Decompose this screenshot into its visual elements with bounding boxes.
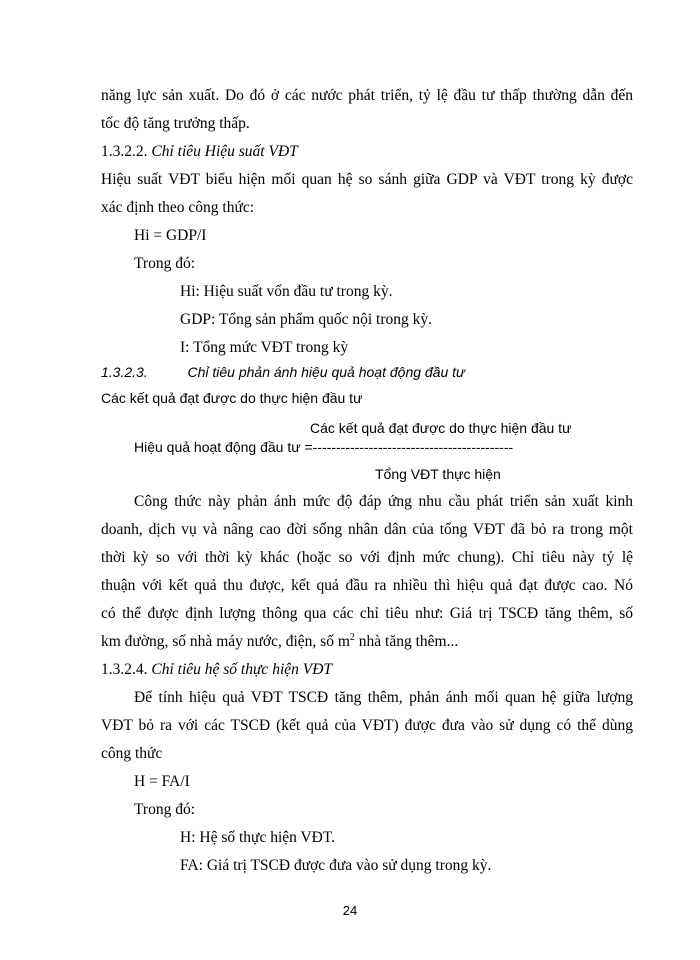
text-line: Hiệu suất VĐT biểu hiện mối quan hệ so sánh giữa GDP và VĐT trong kỳ được bbox=[101, 171, 633, 188]
definition-h: H: Hệ số thực hiện VĐT. bbox=[180, 829, 336, 846]
definition-fa: FA: Giá trị TSCĐ được đưa vào sử dụng trong kỳ. bbox=[180, 857, 492, 874]
paragraph-line: thuận với kết quả thu được, kết quả đầu ra nhiều thì hiệu quả đạt được cao. Nó bbox=[101, 577, 633, 594]
text-span: nhà tăng thêm... bbox=[354, 633, 459, 650]
paragraph-line: thời kỳ so với thời kỳ khác (hoặc so với định mức chung). Chỉ tiêu này tỷ lệ bbox=[101, 549, 633, 566]
page-number: 24 bbox=[342, 903, 358, 918]
heading-title: Chỉ tiêu Hiệu suất VĐT bbox=[151, 143, 298, 160]
paragraph-line: VĐT bỏ ra với các TSCĐ (kết quả của VĐT) được đưa vào sử dụng có thể dùng bbox=[101, 717, 633, 734]
text-line: tốc độ tăng trưởng thấp. bbox=[101, 115, 250, 132]
fraction-lhs: Hiệu quả hoạt động đầu tư =------------------------------------------- bbox=[134, 439, 514, 455]
text-span: km đường, số nhà máy nước, điện, số m bbox=[101, 633, 350, 650]
heading-number: 1.3.2.2. bbox=[101, 143, 148, 160]
where-label: Trong đó: bbox=[134, 255, 196, 272]
text-line: Các kết quả đạt được do thực hiện đầu tư bbox=[101, 390, 363, 406]
section-heading-1-3-2-4 bbox=[101, 660, 332, 680]
formula-hi: Hi = GDP/I bbox=[134, 227, 207, 244]
heading-number: 1.3.2.4. bbox=[101, 661, 148, 678]
fraction-denominator: Tổng VĐT thực hiện bbox=[375, 466, 501, 482]
paragraph-line: công thức bbox=[101, 745, 163, 762]
paragraph-line: có thể được định lượng thông qua các chỉ tiêu như: Giá trị TSCĐ tăng thêm, số bbox=[101, 605, 633, 622]
where-label: Trong đó: bbox=[134, 801, 196, 818]
definition-gdp: GDP: Tổng sản phẩm quốc nội trong kỳ. bbox=[180, 311, 433, 328]
text-line: xác định theo công thức: bbox=[101, 199, 255, 216]
section-heading-1-3-2-3 bbox=[101, 362, 465, 382]
definition-hi: Hi: Hiệu suất vốn đầu tư trong kỳ. bbox=[180, 283, 393, 300]
superscript: 2 bbox=[349, 631, 355, 643]
heading-number: 1.3.2.3. bbox=[101, 364, 148, 380]
definition-i: I: Tổng mức VĐT trong kỳ bbox=[180, 339, 349, 356]
formula-h: H = FA/I bbox=[134, 773, 190, 790]
paragraph-line: Để tính hiệu quả VĐT TSCĐ tăng thêm, phản ánh mối quan hệ giữa lượng bbox=[134, 689, 633, 706]
paragraph-line: Công thức này phản ánh mức độ đáp ứng nhu cầu phát triển sản xuất kinh bbox=[134, 493, 633, 510]
heading-title: Chỉ tiêu hệ số thực hiện VĐT bbox=[151, 661, 333, 678]
section-heading-1-3-2-2 bbox=[101, 142, 298, 162]
paragraph-line: doanh, dịch vụ và nâng cao đời sống nhân dân của tổng VĐT đã bỏ ra trong một bbox=[101, 521, 633, 538]
paragraph-line bbox=[101, 632, 458, 652]
text-line: năng lực sản xuất. Do đó ở các nước phát triển, tỷ lệ đầu tư thấp thường dẫn đến bbox=[101, 87, 633, 104]
heading-title: Chỉ tiêu phản ánh hiệu quả hoạt động đầu tư bbox=[187, 364, 465, 380]
fraction-numerator: Các kết quả đạt được do thực hiện đầu tư bbox=[310, 420, 572, 436]
